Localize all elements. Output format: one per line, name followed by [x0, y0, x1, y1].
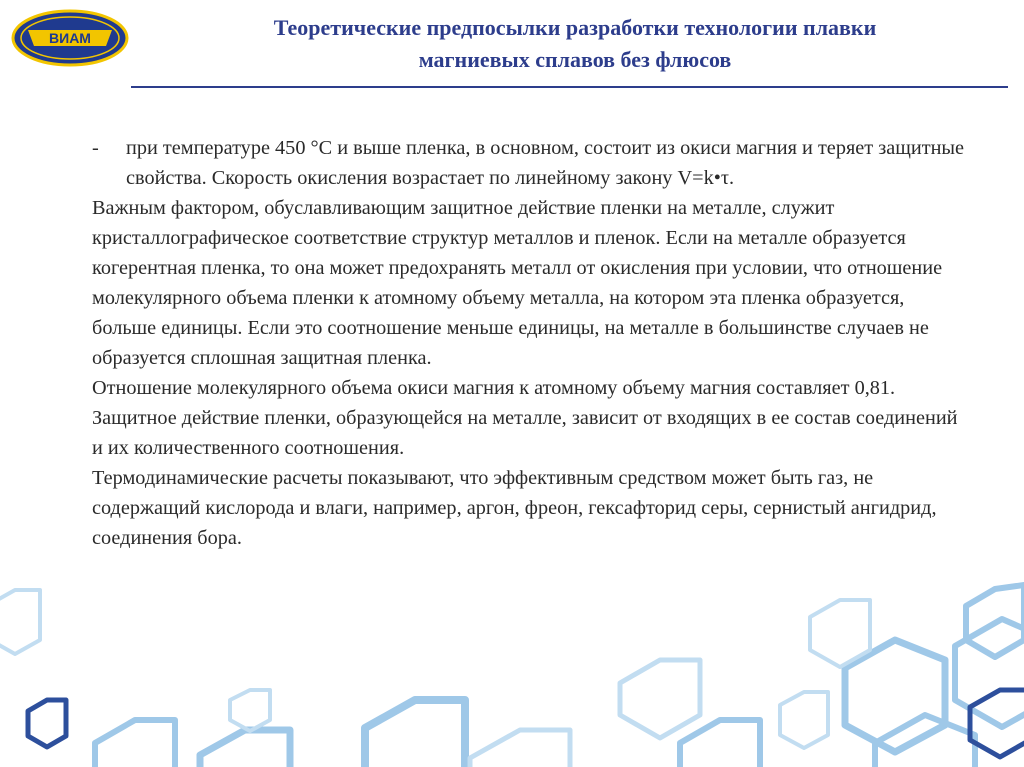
bullet-text: при температуре 450 °С и выше пленка, в основном, состоит из окиси магния и теряет защитные свойства. Скорость окисления возрастает по линейному закону V=k•τ. — [126, 137, 965, 189]
hexagon — [28, 700, 66, 747]
bullet-item — [92, 133, 972, 193]
paragraph-3: Термодинамические расчеты показывают, что эффективным средством может быть газ, не содержащий кислорода и влаги, например, аргон, фреон, гексафторид серы, сернистый ангидрид, соединения бора. — [92, 467, 937, 549]
hexagon — [200, 730, 290, 767]
title-line-1: Теоретические предпосылки разработки технологии плавки — [273, 15, 877, 40]
paragraph-2: Отношение молекулярного объема окиси магния к атомному объему магния составляет 0,81. Защитное действие пленки, образующейся на металле, зависит от входящих в ее состав соединений и их количественного соотношения. — [92, 377, 958, 459]
hexagon — [230, 690, 270, 731]
slide-content — [92, 133, 972, 553]
hexagon — [680, 720, 760, 767]
hexagon — [810, 600, 870, 667]
hexagon — [620, 660, 700, 738]
title-divider — [131, 86, 1008, 88]
page-title — [140, 12, 1010, 76]
bullet-marker: - — [92, 137, 99, 159]
hexagon — [95, 720, 175, 767]
hexagon — [875, 715, 975, 767]
viam-logo — [10, 8, 130, 68]
paragraph-1: Важным фактором, обуславливающим защитное действие пленки на металле, служит кристаллографическое соответствие структур металлов и пленок. Если на металле образуется когерентная пленка, то она может предохранять металл от окисления при условии, что отношение молекулярного объема пленки к атомному объему металла, на котором эта пленка образуется, больше единицы. Если это соотношение меньше единицы, на металле в большинстве случаев не образуется сплошная защитная пленка. — [92, 197, 943, 369]
hexagon — [365, 700, 465, 767]
hexagon — [0, 590, 40, 654]
svg-text:ВИАМ: ВИАМ — [49, 30, 91, 46]
hexagon — [470, 730, 570, 767]
hexagon — [780, 692, 828, 748]
title-line-2: магниевых сплавов без флюсов — [418, 47, 732, 72]
